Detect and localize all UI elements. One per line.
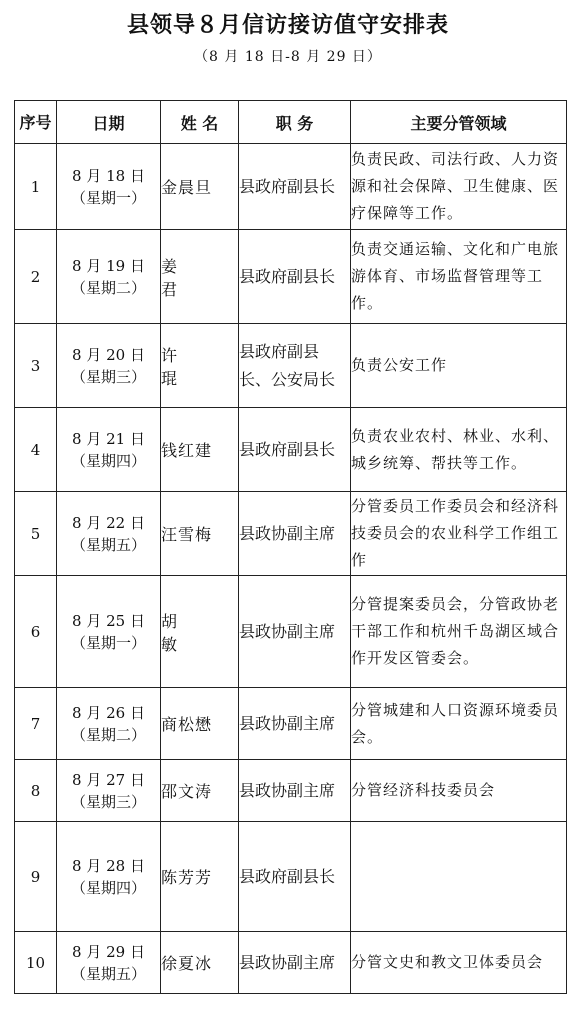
row-name: 商松懋: [161, 688, 239, 760]
row-date-weekday: （星期二）: [70, 725, 146, 744]
table-row: [15, 932, 567, 994]
row-name: 陈芳芳: [161, 822, 239, 932]
row-date-day: 8 月 20 日: [72, 345, 145, 364]
row-duty: 县政府副县长: [239, 408, 351, 492]
row-date-weekday: （星期五）: [70, 535, 146, 554]
row-number: 10: [15, 932, 57, 994]
row-date: [57, 492, 161, 576]
row-duty: 县政协副主席: [239, 576, 351, 688]
row-number: 7: [15, 688, 57, 760]
row-date-weekday: （星期五）: [70, 964, 146, 983]
row-date: [57, 408, 161, 492]
row-date: [57, 230, 161, 324]
row-date-weekday: （星期四）: [70, 878, 146, 897]
row-number: 9: [15, 822, 57, 932]
row-number: 6: [15, 576, 57, 688]
row-number: 1: [15, 144, 57, 230]
row-date: [57, 324, 161, 408]
row-name: 胡 敏: [161, 576, 239, 688]
row-number: 8: [15, 760, 57, 822]
row-duty: 县政府副县长、公安局长: [239, 324, 351, 408]
row-number: 3: [15, 324, 57, 408]
row-number: 2: [15, 230, 57, 324]
row-name: 邵文涛: [161, 760, 239, 822]
header-duty: 职 务: [239, 101, 351, 144]
row-date-day: 8 月 21 日: [72, 429, 145, 448]
row-duty: 县政府副县长: [239, 144, 351, 230]
table-row: [15, 492, 567, 576]
row-date-day: 8 月 25 日: [72, 611, 145, 630]
row-name: 钱红建: [161, 408, 239, 492]
row-duty: 县政协副主席: [239, 492, 351, 576]
row-duty: 县政协副主席: [239, 688, 351, 760]
row-duty: 县政府副县长: [239, 230, 351, 324]
row-date-day: 8 月 28 日: [72, 856, 145, 875]
table-row: [15, 324, 567, 408]
table-row: [15, 230, 567, 324]
row-date: [57, 144, 161, 230]
table-row: [15, 576, 567, 688]
row-date-day: 8 月 26 日: [72, 703, 145, 722]
table-row: [15, 408, 567, 492]
row-date-weekday: （星期二）: [70, 278, 146, 297]
row-name: 许 琨: [161, 324, 239, 408]
row-number: 4: [15, 408, 57, 492]
row-scope: 负责农业农村、林业、水利、城乡统筹、帮扶等工作。: [351, 408, 567, 492]
table-row: [15, 144, 567, 230]
row-scope: 负责交通运输、文化和广电旅游体育、市场监督管理等工作。: [351, 230, 567, 324]
row-scope: [351, 822, 567, 932]
row-date-weekday: （星期一）: [70, 633, 146, 652]
row-date-weekday: （星期四）: [70, 451, 146, 470]
page-subtitle: （8 月 18 日-8 月 29 日）: [194, 49, 382, 65]
row-date: [57, 576, 161, 688]
row-duty: 县政府副县长: [239, 822, 351, 932]
row-number: 5: [15, 492, 57, 576]
row-scope: 分管城建和人口资源环境委员会。: [351, 688, 567, 760]
row-date: [57, 760, 161, 822]
header-seq: 序号: [15, 101, 57, 144]
table-row: [15, 760, 567, 822]
header-date: 日期: [57, 101, 161, 144]
row-date-day: 8 月 19 日: [72, 256, 145, 275]
row-date-day: 8 月 18 日: [72, 166, 145, 185]
row-date-weekday: （星期三）: [70, 367, 146, 386]
row-scope: 负责公安工作: [351, 324, 567, 408]
row-name: 姜 君: [161, 230, 239, 324]
table-header-row: [15, 101, 567, 144]
row-date-day: 8 月 27 日: [72, 770, 145, 789]
row-name: 金晨旦: [161, 144, 239, 230]
row-scope: 分管文史和教文卫体委员会: [351, 932, 567, 994]
schedule-table: [14, 100, 567, 994]
row-date: [57, 688, 161, 760]
row-scope: 分管委员工作委员会和经济科技委员会的农业科学工作组工作: [351, 492, 567, 576]
table-row: [15, 688, 567, 760]
row-duty: 县政协副主席: [239, 932, 351, 994]
header-scope: 主要分管领域: [351, 101, 567, 144]
row-duty: 县政协副主席: [239, 760, 351, 822]
row-scope: 负责民政、司法行政、人力资源和社会保障、卫生健康、医疗保障等工作。: [351, 144, 567, 230]
table-row: [15, 822, 567, 932]
row-scope: 分管经济科技委员会: [351, 760, 567, 822]
row-name: 汪雪梅: [161, 492, 239, 576]
row-scope: 分管提案委员会，分管政协老干部工作和杭州千岛湖区域合作开发区管委会。: [351, 576, 567, 688]
header-name: 姓 名: [161, 101, 239, 144]
page-title: 县领导８月信访接访值守安排表: [126, 13, 449, 38]
row-date: [57, 822, 161, 932]
row-date-weekday: （星期一）: [70, 188, 146, 207]
row-date-weekday: （星期三）: [70, 792, 146, 811]
row-name: 徐夏冰: [161, 932, 239, 994]
row-date-day: 8 月 29 日: [72, 942, 145, 961]
row-date: [57, 932, 161, 994]
row-date-day: 8 月 22 日: [72, 513, 145, 532]
